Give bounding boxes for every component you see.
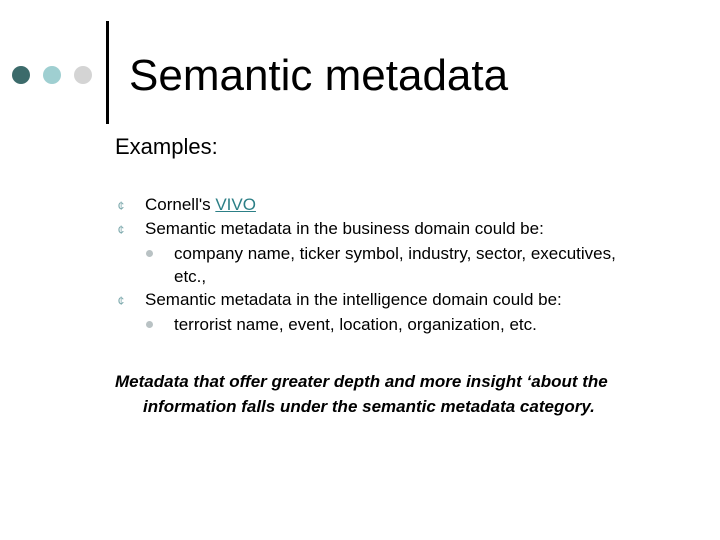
sub-bullet-marker-icon — [146, 321, 153, 328]
decor-dot-dark-icon — [12, 66, 30, 84]
sub-bullet-text: company name, ticker symbol, industry, sector, executives, — [174, 244, 616, 263]
decor-dot-teal-icon — [43, 66, 61, 84]
bullet-item — [145, 194, 256, 216]
bullet-marker-icon: ¢ — [117, 199, 125, 213]
sub-bullet-marker-icon — [146, 250, 153, 257]
decor-dot-light-icon — [74, 66, 92, 84]
sub-bullet-continuation: etc., — [174, 267, 207, 286]
summary-note-line-2: information falls under the semantic metadata category. — [143, 397, 595, 416]
slide-title: Semantic metadata — [129, 51, 509, 100]
examples-heading: Examples: — [115, 134, 218, 159]
summary-note — [115, 369, 675, 419]
sub-bullet-text: terrorist name, event, location, organization, etc. — [174, 315, 537, 334]
bullet-text: Semantic metadata in the business domain could be: — [145, 219, 544, 238]
bullet-marker-icon: ¢ — [117, 223, 125, 237]
bullet-text: Cornell's — [145, 195, 216, 214]
summary-note-line-1: Metadata that offer greater depth and more insight ‘about the — [115, 372, 608, 391]
vivo-link[interactable]: VIVO — [215, 195, 256, 214]
bullet-marker-icon: ¢ — [117, 294, 125, 308]
title-divider — [106, 21, 109, 124]
bullet-text: Semantic metadata in the intelligence domain could be: — [145, 290, 562, 309]
